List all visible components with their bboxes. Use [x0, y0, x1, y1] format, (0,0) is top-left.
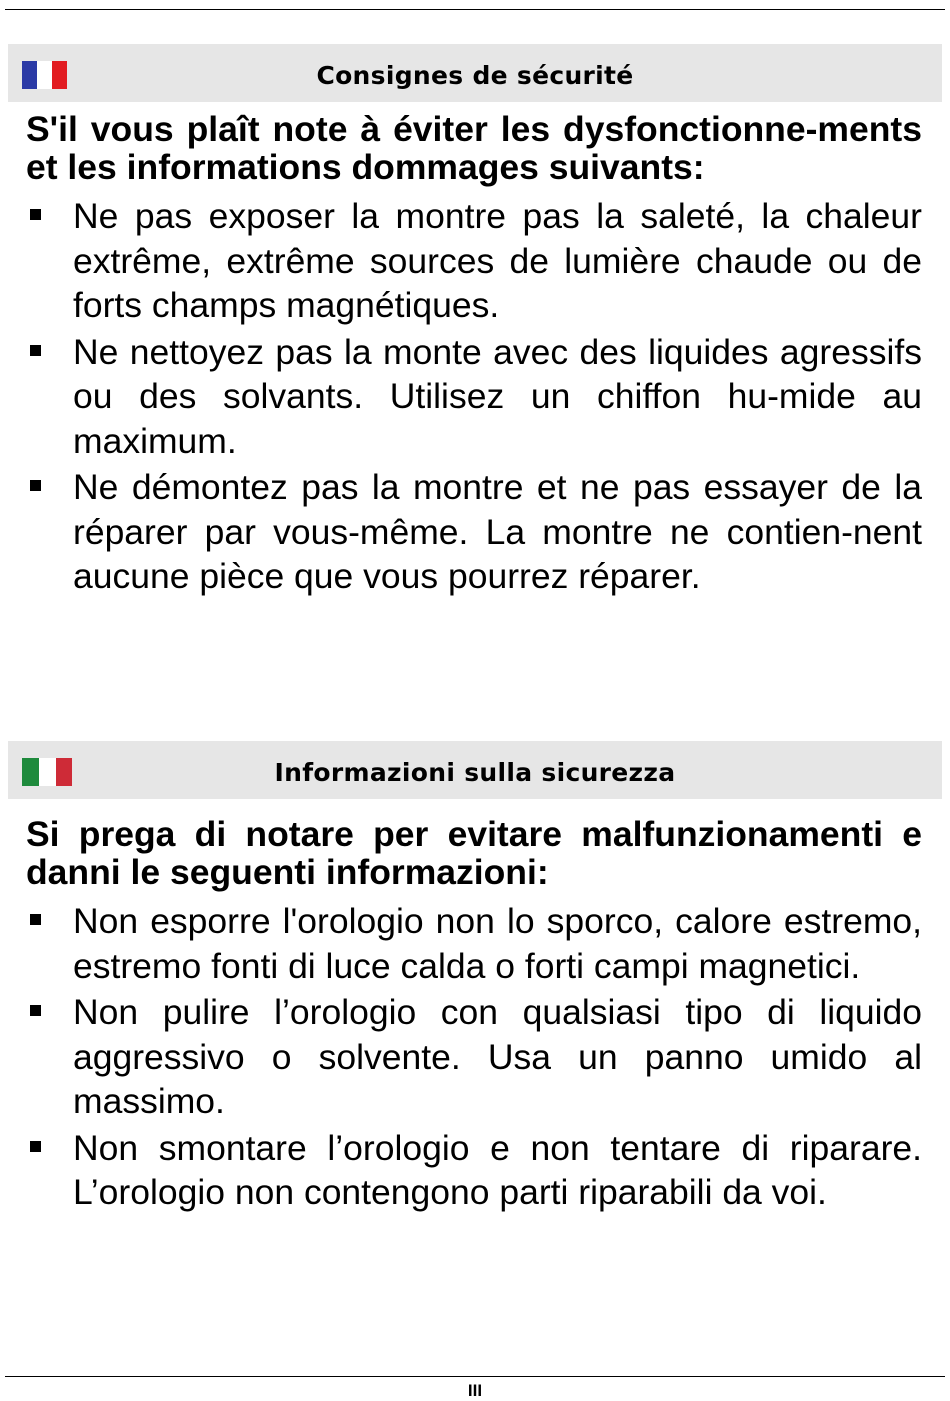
list-item-text: Ne démontez pas la montre et ne pas essayer de la réparer par vous-même. La montre ne contien-nent aucune pièce que vous pourrez réparer.: [73, 467, 922, 596]
list-item: [26, 899, 922, 988]
top-rule: [5, 9, 945, 10]
safety-list: [26, 194, 922, 599]
bullet-square-icon: [30, 209, 41, 220]
safety-section-italian: [8, 741, 942, 1217]
list-item-text: Non smontare l’orologio e non tentare di riparare. L’orologio non contengono parti riparabili da voi.: [73, 1127, 922, 1212]
bullet-square-icon: [30, 480, 41, 491]
bullet-square-icon: [30, 1141, 41, 1152]
list-item-text: Non pulire l’orologio con qualsiasi tipo di liquido aggressivo o solvente. Usa un panno umido al massimo.: [73, 992, 922, 1121]
section-header-french: [8, 44, 942, 102]
list-item: [26, 990, 922, 1124]
section-intro: S'il vous plaît note à éviter les dysfonctionne-ments et les informations dommages suivants:: [26, 109, 922, 187]
section-title: Informazioni sulla sicurezza: [274, 758, 676, 787]
list-item-text: Ne pas exposer la montre pas la saleté, la chaleur extrême, extrême sources de lumière chaude ou de forts champs magnétiques.: [73, 196, 922, 325]
bullet-square-icon: [30, 1005, 41, 1016]
section-title: Consignes de sécurité: [316, 61, 634, 90]
bullet-square-icon: [30, 345, 41, 356]
list-item-text: Non esporre l'orologio non lo sporco, calore estremo, estremo fonti di luce calda o forti campi magnetici.: [73, 901, 922, 986]
bottom-rule: [5, 1376, 945, 1377]
safety-section-french: [8, 44, 942, 601]
section-intro: Si prega di notare per evitare malfunzionamenti e danni le seguenti informazioni:: [26, 814, 922, 892]
safety-list: [26, 899, 922, 1215]
page-number: III: [467, 1381, 483, 1400]
bullet-square-icon: [30, 914, 41, 925]
list-item: [26, 330, 922, 464]
list-item: [26, 465, 922, 599]
list-item-text: Ne nettoyez pas la monte avec des liquides agressifs ou des solvants. Utilisez un chiffon hu-mide au maximum.: [73, 331, 922, 461]
list-item: [26, 1126, 922, 1215]
list-item: [26, 194, 922, 328]
section-header-italian: [8, 741, 942, 799]
